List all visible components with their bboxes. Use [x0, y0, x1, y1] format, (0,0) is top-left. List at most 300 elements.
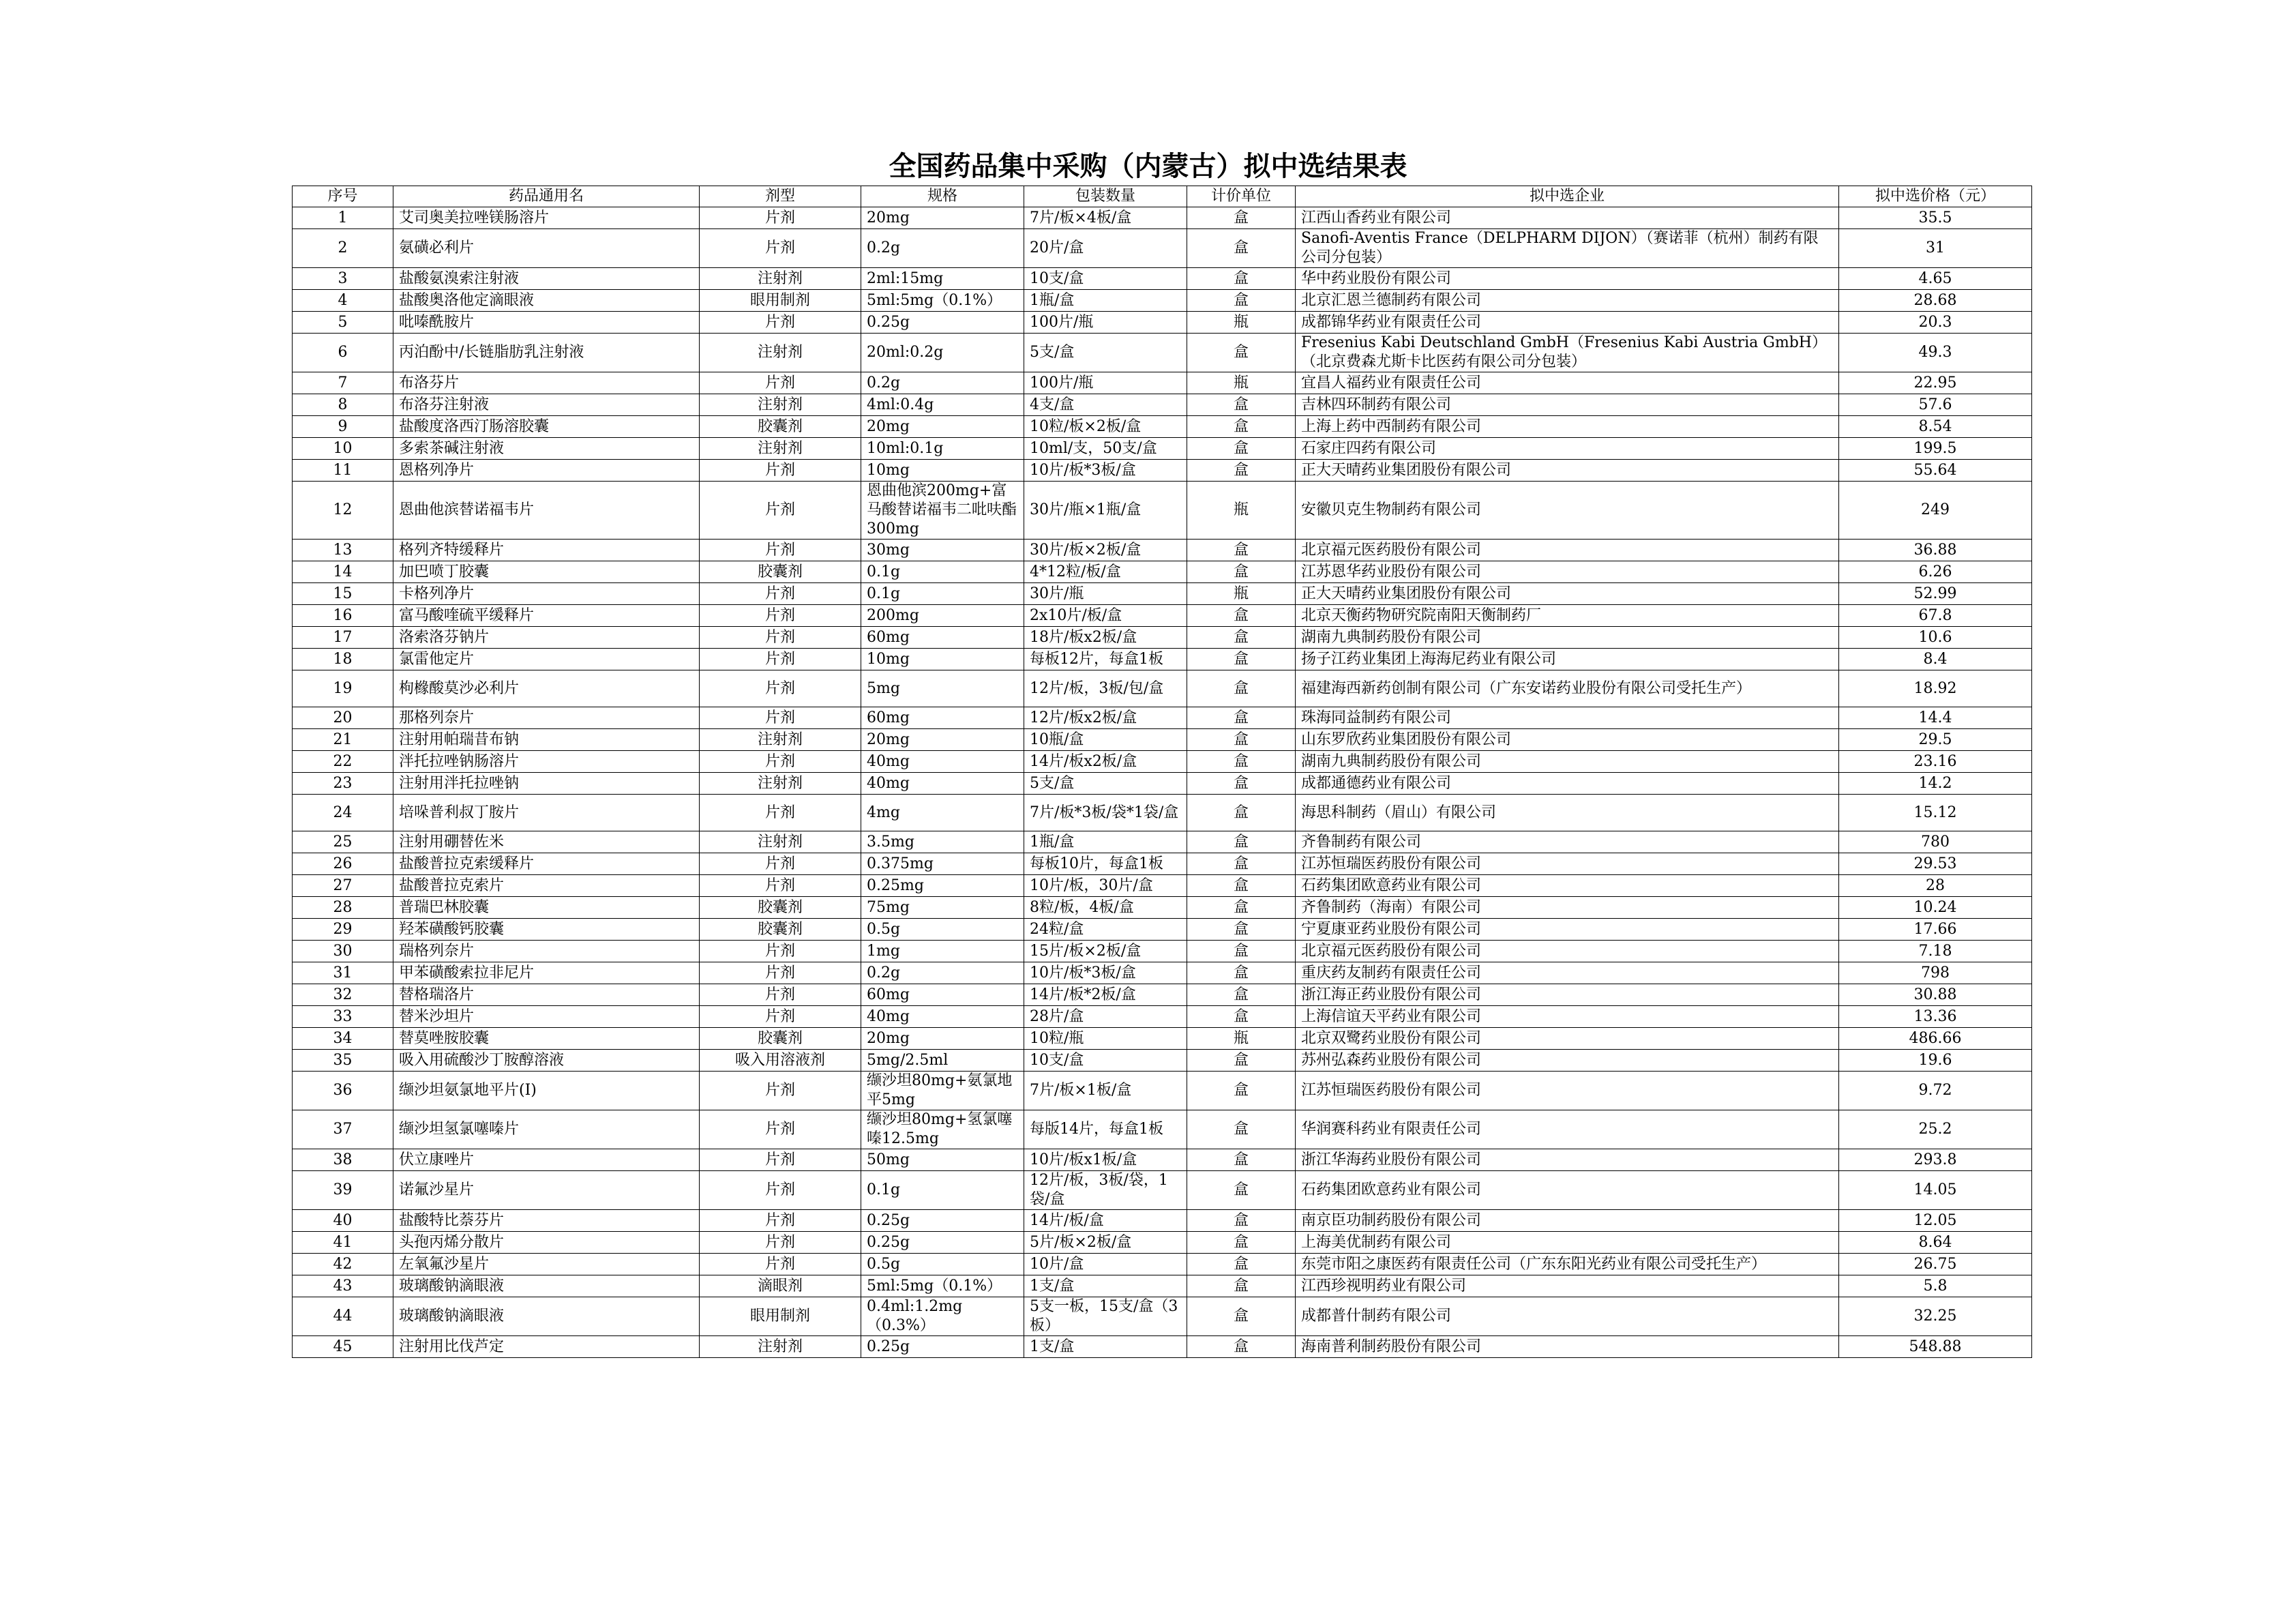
- company-cell: 重庆药友制药有限责任公司: [1296, 962, 1839, 984]
- dosage-form-cell: 片剂: [700, 460, 861, 482]
- table-row: [293, 334, 2032, 372]
- price-cell: 29.53: [1839, 853, 2032, 875]
- row-index: 33: [293, 1006, 393, 1028]
- company-cell: 齐鲁制药有限公司: [1296, 831, 1839, 853]
- table-row: [293, 649, 2032, 670]
- unit-cell: 盒: [1187, 1232, 1296, 1254]
- table-row: [293, 1149, 2032, 1171]
- unit-cell: 盒: [1187, 1110, 1296, 1149]
- company-cell: 江西珍视明药业有限公司: [1296, 1275, 1839, 1297]
- dosage-form-cell: 片剂: [700, 540, 861, 561]
- company-cell: 南京臣功制药股份有限公司: [1296, 1210, 1839, 1232]
- company-cell: 成都锦华药业有限责任公司: [1296, 312, 1839, 334]
- price-cell: 55.64: [1839, 460, 2032, 482]
- table-row: [293, 1110, 2032, 1149]
- price-cell: 12.05: [1839, 1210, 2032, 1232]
- spec-cell: 10ml:0.1g: [861, 438, 1024, 460]
- pack-cell: 5支/盒: [1024, 773, 1187, 795]
- table-row: [293, 795, 2032, 831]
- header-dosage-form: 剂型: [700, 186, 861, 207]
- drug-name-cell: 盐酸特比萘芬片: [393, 1210, 700, 1232]
- spec-cell: 3.5mg: [861, 831, 1024, 853]
- unit-cell: 盒: [1187, 795, 1296, 831]
- row-index: 41: [293, 1232, 393, 1254]
- pack-cell: 7片/板*3板/袋*1袋/盒: [1024, 795, 1187, 831]
- table-row: [293, 1072, 2032, 1110]
- drug-name-cell: 泮托拉唑钠肠溶片: [393, 751, 700, 773]
- unit-cell: 盒: [1187, 707, 1296, 729]
- row-index: 12: [293, 482, 393, 540]
- drug-name-cell: 盐酸普拉克索缓释片: [393, 853, 700, 875]
- table-row: [293, 1050, 2032, 1072]
- table-row: [293, 627, 2032, 649]
- dosage-form-cell: 片剂: [700, 1232, 861, 1254]
- company-cell: 苏州弘森药业股份有限公司: [1296, 1050, 1839, 1072]
- table-row: [293, 853, 2032, 875]
- drug-name-cell: 布洛芬注射液: [393, 394, 700, 416]
- company-cell: 山东罗欣药业集团股份有限公司: [1296, 729, 1839, 751]
- table-row: [293, 670, 2032, 707]
- spec-cell: 4mg: [861, 795, 1024, 831]
- header-price: 拟中选价格（元）: [1839, 186, 2032, 207]
- drug-name-cell: 玻璃酸钠滴眼液: [393, 1275, 700, 1297]
- row-index: 9: [293, 416, 393, 438]
- spec-cell: 5ml:5mg（0.1%）: [861, 1275, 1024, 1297]
- drug-name-cell: 注射用比伐芦定: [393, 1336, 700, 1358]
- row-index: 16: [293, 605, 393, 627]
- price-cell: 28.68: [1839, 290, 2032, 312]
- company-cell: 湖南九典制药股份有限公司: [1296, 751, 1839, 773]
- table-row: [293, 941, 2032, 962]
- row-index: 35: [293, 1050, 393, 1072]
- header-row: [293, 186, 2032, 207]
- drug-name-cell: 布洛芬片: [393, 372, 700, 394]
- unit-cell: 盒: [1187, 1275, 1296, 1297]
- table-row: [293, 729, 2032, 751]
- table-row: [293, 561, 2032, 583]
- dosage-form-cell: 片剂: [700, 707, 861, 729]
- unit-cell: 盒: [1187, 1254, 1296, 1275]
- price-cell: 199.5: [1839, 438, 2032, 460]
- row-index: 25: [293, 831, 393, 853]
- pack-cell: 7片/板×1板/盒: [1024, 1072, 1187, 1110]
- dosage-form-cell: 注射剂: [700, 773, 861, 795]
- drug-name-cell: 培哚普利叔丁胺片: [393, 795, 700, 831]
- price-cell: 14.2: [1839, 773, 2032, 795]
- company-cell: 宜昌人福药业有限责任公司: [1296, 372, 1839, 394]
- company-cell: 北京汇恩兰德制药有限公司: [1296, 290, 1839, 312]
- row-index: 5: [293, 312, 393, 334]
- unit-cell: 盒: [1187, 1072, 1296, 1110]
- company-cell: 江苏恒瑞医药股份有限公司: [1296, 1072, 1839, 1110]
- company-cell: 成都通德药业有限公司: [1296, 773, 1839, 795]
- drug-name-cell: 普瑞巴林胶囊: [393, 897, 700, 919]
- spec-cell: 60mg: [861, 627, 1024, 649]
- row-index: 34: [293, 1028, 393, 1050]
- company-cell: 上海上药中西制药有限公司: [1296, 416, 1839, 438]
- pack-cell: 1瓶/盒: [1024, 831, 1187, 853]
- company-cell: 正大天晴药业集团股份有限公司: [1296, 583, 1839, 605]
- spec-cell: 30mg: [861, 540, 1024, 561]
- dosage-form-cell: 片剂: [700, 853, 861, 875]
- unit-cell: 盒: [1187, 627, 1296, 649]
- unit-cell: 盒: [1187, 290, 1296, 312]
- company-cell: 珠海同益制药有限公司: [1296, 707, 1839, 729]
- unit-cell: 瓶: [1187, 583, 1296, 605]
- spec-cell: 0.2g: [861, 962, 1024, 984]
- pack-cell: 4支/盒: [1024, 394, 1187, 416]
- dosage-form-cell: 片剂: [700, 1149, 861, 1171]
- dosage-form-cell: 片剂: [700, 962, 861, 984]
- pack-cell: 10ml/支，50支/盒: [1024, 438, 1187, 460]
- dosage-form-cell: 片剂: [700, 1072, 861, 1110]
- dosage-form-cell: 注射剂: [700, 394, 861, 416]
- unit-cell: 盒: [1187, 729, 1296, 751]
- row-index: 1: [293, 207, 393, 229]
- unit-cell: 盒: [1187, 416, 1296, 438]
- pack-cell: 10支/盒: [1024, 1050, 1187, 1072]
- drug-name-cell: 诺氟沙星片: [393, 1171, 700, 1210]
- price-cell: 9.72: [1839, 1072, 2032, 1110]
- dosage-form-cell: 胶囊剂: [700, 561, 861, 583]
- price-cell: 57.6: [1839, 394, 2032, 416]
- spec-cell: 60mg: [861, 984, 1024, 1006]
- unit-cell: 盒: [1187, 670, 1296, 707]
- row-index: 17: [293, 627, 393, 649]
- price-cell: 35.5: [1839, 207, 2032, 229]
- table-row: [293, 372, 2032, 394]
- dosage-form-cell: 滴眼剂: [700, 1275, 861, 1297]
- price-cell: 15.12: [1839, 795, 2032, 831]
- unit-cell: 盒: [1187, 853, 1296, 875]
- company-cell: 上海美优制药有限公司: [1296, 1232, 1839, 1254]
- dosage-form-cell: 片剂: [700, 1171, 861, 1210]
- row-index: 8: [293, 394, 393, 416]
- spec-cell: 0.4ml:1.2mg（0.3%）: [861, 1297, 1024, 1336]
- spec-cell: 10mg: [861, 460, 1024, 482]
- company-cell: 宁夏康亚药业股份有限公司: [1296, 919, 1839, 941]
- dosage-form-cell: 注射剂: [700, 729, 861, 751]
- spec-cell: 0.5g: [861, 1254, 1024, 1275]
- row-index: 39: [293, 1171, 393, 1210]
- drug-name-cell: 丙泊酚中/长链脂肪乳注射液: [393, 334, 700, 372]
- spec-cell: 0.25g: [861, 1336, 1024, 1358]
- pack-cell: 2x10片/板/盒: [1024, 605, 1187, 627]
- price-cell: 486.66: [1839, 1028, 2032, 1050]
- dosage-form-cell: 片剂: [700, 627, 861, 649]
- drug-name-cell: 吡嗪酰胺片: [393, 312, 700, 334]
- drug-name-cell: 吸入用硫酸沙丁胺醇溶液: [393, 1050, 700, 1072]
- spec-cell: 2ml:15mg: [861, 268, 1024, 290]
- drug-name-cell: 羟苯磺酸钙胶囊: [393, 919, 700, 941]
- drug-name-cell: 艾司奥美拉唑镁肠溶片: [393, 207, 700, 229]
- pack-cell: 5片/板×2板/盒: [1024, 1232, 1187, 1254]
- table-row: [293, 583, 2032, 605]
- spec-cell: 60mg: [861, 707, 1024, 729]
- spec-cell: 0.25g: [861, 1210, 1024, 1232]
- table-row: [293, 229, 2032, 268]
- table-row: [293, 897, 2032, 919]
- company-cell: 华中药业股份有限公司: [1296, 268, 1839, 290]
- pack-cell: 10支/盒: [1024, 268, 1187, 290]
- drug-name-cell: 盐酸普拉克索片: [393, 875, 700, 897]
- price-cell: 8.54: [1839, 416, 2032, 438]
- drug-name-cell: 多索茶碱注射液: [393, 438, 700, 460]
- pack-cell: 1支/盒: [1024, 1336, 1187, 1358]
- header-spec: 规格: [861, 186, 1024, 207]
- row-index: 21: [293, 729, 393, 751]
- pack-cell: 5支一板，15支/盒（3板）: [1024, 1297, 1187, 1336]
- drug-name-cell: 缬沙坦氢氯噻嗪片: [393, 1110, 700, 1149]
- row-index: 44: [293, 1297, 393, 1336]
- spec-cell: 50mg: [861, 1149, 1024, 1171]
- pack-cell: 30片/瓶×1瓶/盒: [1024, 482, 1187, 540]
- row-index: 18: [293, 649, 393, 670]
- dosage-form-cell: 注射剂: [700, 1336, 861, 1358]
- price-cell: 17.66: [1839, 919, 2032, 941]
- unit-cell: 瓶: [1187, 312, 1296, 334]
- table-row: [293, 1336, 2032, 1358]
- dosage-form-cell: 片剂: [700, 583, 861, 605]
- table-row: [293, 605, 2032, 627]
- unit-cell: 盒: [1187, 1050, 1296, 1072]
- row-index: 38: [293, 1149, 393, 1171]
- drug-name-cell: 头孢丙烯分散片: [393, 1232, 700, 1254]
- company-cell: 石药集团欧意药业有限公司: [1296, 1171, 1839, 1210]
- unit-cell: 盒: [1187, 875, 1296, 897]
- spec-cell: 20mg: [861, 416, 1024, 438]
- unit-cell: 盒: [1187, 605, 1296, 627]
- company-cell: 北京福元医药股份有限公司: [1296, 540, 1839, 561]
- spec-cell: 40mg: [861, 1006, 1024, 1028]
- company-cell: 浙江海正药业股份有限公司: [1296, 984, 1839, 1006]
- price-cell: 36.88: [1839, 540, 2032, 561]
- unit-cell: 盒: [1187, 540, 1296, 561]
- dosage-form-cell: 片剂: [700, 312, 861, 334]
- row-index: 14: [293, 561, 393, 583]
- spec-cell: 缬沙坦80mg+氨氯地平5mg: [861, 1072, 1024, 1110]
- spec-cell: 40mg: [861, 773, 1024, 795]
- price-cell: 26.75: [1839, 1254, 2032, 1275]
- price-cell: 13.36: [1839, 1006, 2032, 1028]
- unit-cell: 盒: [1187, 1336, 1296, 1358]
- company-cell: 北京天衡药物研究院南阳天衡制药厂: [1296, 605, 1839, 627]
- dosage-form-cell: 片剂: [700, 1006, 861, 1028]
- company-cell: 石家庄四药有限公司: [1296, 438, 1839, 460]
- spec-cell: 0.25g: [861, 1232, 1024, 1254]
- dosage-form-cell: 片剂: [700, 649, 861, 670]
- table-row: [293, 831, 2032, 853]
- unit-cell: 盒: [1187, 1210, 1296, 1232]
- drug-name-cell: 注射用帕瑞昔布钠: [393, 729, 700, 751]
- unit-cell: 瓶: [1187, 482, 1296, 540]
- page-title: 全国药品集中采购（内蒙古）拟中选结果表: [889, 151, 1407, 182]
- company-cell: 成都普什制药有限公司: [1296, 1297, 1839, 1336]
- price-cell: 548.88: [1839, 1336, 2032, 1358]
- dosage-form-cell: 片剂: [700, 875, 861, 897]
- price-cell: 28: [1839, 875, 2032, 897]
- unit-cell: 盒: [1187, 831, 1296, 853]
- drug-name-cell: 瑞格列奈片: [393, 941, 700, 962]
- dosage-form-cell: 眼用制剂: [700, 1297, 861, 1336]
- pack-cell: 100片/瓶: [1024, 312, 1187, 334]
- table-row: [293, 875, 2032, 897]
- drug-name-cell: 氯雷他定片: [393, 649, 700, 670]
- row-index: 11: [293, 460, 393, 482]
- spec-cell: 0.1g: [861, 583, 1024, 605]
- drug-name-cell: 玻璃酸钠滴眼液: [393, 1297, 700, 1336]
- dosage-form-cell: 片剂: [700, 941, 861, 962]
- table-row: [293, 268, 2032, 290]
- unit-cell: 盒: [1187, 751, 1296, 773]
- header-unit: 计价单位: [1187, 186, 1296, 207]
- pack-cell: 1支/盒: [1024, 1275, 1187, 1297]
- pack-cell: 10粒/板×2板/盒: [1024, 416, 1187, 438]
- pack-cell: 12片/板，3板/包/盒: [1024, 670, 1187, 707]
- dosage-form-cell: 片剂: [700, 751, 861, 773]
- company-cell: 海南普利制药股份有限公司: [1296, 1336, 1839, 1358]
- spec-cell: 20ml:0.2g: [861, 334, 1024, 372]
- price-cell: 31: [1839, 229, 2032, 268]
- drug-name-cell: 枸橼酸莫沙必利片: [393, 670, 700, 707]
- header-drug-name: 药品通用名: [393, 186, 700, 207]
- table-row: [293, 460, 2032, 482]
- price-cell: 30.88: [1839, 984, 2032, 1006]
- drug-name-cell: 那格列奈片: [393, 707, 700, 729]
- company-cell: 华润赛科药业有限责任公司: [1296, 1110, 1839, 1149]
- dosage-form-cell: 片剂: [700, 984, 861, 1006]
- table-row: [293, 751, 2032, 773]
- table-body: [293, 207, 2032, 1358]
- dosage-form-cell: 片剂: [700, 1210, 861, 1232]
- company-cell: 福建海西新药创制有限公司（广东安诺药业股份有限公司受托生产）: [1296, 670, 1839, 707]
- spec-cell: 0.2g: [861, 372, 1024, 394]
- table-row: [293, 1297, 2032, 1336]
- row-index: 3: [293, 268, 393, 290]
- dosage-form-cell: 片剂: [700, 1110, 861, 1149]
- pack-cell: 14片/板*2板/盒: [1024, 984, 1187, 1006]
- spec-cell: 20mg: [861, 729, 1024, 751]
- dosage-form-cell: 胶囊剂: [700, 1028, 861, 1050]
- unit-cell: 盒: [1187, 229, 1296, 268]
- spec-cell: 0.5g: [861, 919, 1024, 941]
- company-cell: 湖南九典制药股份有限公司: [1296, 627, 1839, 649]
- row-index: 22: [293, 751, 393, 773]
- drug-name-cell: 盐酸氨溴索注射液: [393, 268, 700, 290]
- spec-cell: 20mg: [861, 207, 1024, 229]
- unit-cell: 盒: [1187, 919, 1296, 941]
- price-cell: 249: [1839, 482, 2032, 540]
- pack-cell: 20片/盒: [1024, 229, 1187, 268]
- dosage-form-cell: 片剂: [700, 482, 861, 540]
- row-index: 2: [293, 229, 393, 268]
- dosage-form-cell: 吸入用溶液剂: [700, 1050, 861, 1072]
- header-pack: 包装数量: [1024, 186, 1187, 207]
- spec-cell: 0.25mg: [861, 875, 1024, 897]
- pack-cell: 14片/板x2板/盒: [1024, 751, 1187, 773]
- row-index: 4: [293, 290, 393, 312]
- spec-cell: 40mg: [861, 751, 1024, 773]
- row-index: 40: [293, 1210, 393, 1232]
- pack-cell: 12片/板，3板/袋，1袋/盒: [1024, 1171, 1187, 1210]
- unit-cell: 盒: [1187, 561, 1296, 583]
- row-index: 27: [293, 875, 393, 897]
- pack-cell: 10片/盒: [1024, 1254, 1187, 1275]
- price-cell: 8.4: [1839, 649, 2032, 670]
- row-index: 36: [293, 1072, 393, 1110]
- pack-cell: 10瓶/盒: [1024, 729, 1187, 751]
- table-row: [293, 312, 2032, 334]
- drug-name-cell: 甲苯磺酸索拉非尼片: [393, 962, 700, 984]
- company-cell: 北京双鹭药业股份有限公司: [1296, 1028, 1839, 1050]
- unit-cell: 盒: [1187, 1297, 1296, 1336]
- dosage-form-cell: 胶囊剂: [700, 416, 861, 438]
- row-index: 30: [293, 941, 393, 962]
- dosage-form-cell: 片剂: [700, 207, 861, 229]
- pack-cell: 8粒/板，4板/盒: [1024, 897, 1187, 919]
- price-cell: 5.8: [1839, 1275, 2032, 1297]
- company-cell: 江苏恩华药业股份有限公司: [1296, 561, 1839, 583]
- price-cell: 20.3: [1839, 312, 2032, 334]
- unit-cell: 盒: [1187, 649, 1296, 670]
- pack-cell: 每板12片，每盒1板: [1024, 649, 1187, 670]
- row-index: 31: [293, 962, 393, 984]
- drug-name-cell: 加巴喷丁胶囊: [393, 561, 700, 583]
- dosage-form-cell: 片剂: [700, 372, 861, 394]
- pack-cell: 18片/板x2板/盒: [1024, 627, 1187, 649]
- pack-cell: 10片/板，30片/盒: [1024, 875, 1187, 897]
- dosage-form-cell: 片剂: [700, 1254, 861, 1275]
- drug-name-cell: 洛索洛芬钠片: [393, 627, 700, 649]
- pack-cell: 100片/瓶: [1024, 372, 1187, 394]
- spec-cell: 0.1g: [861, 561, 1024, 583]
- pack-cell: 30片/瓶: [1024, 583, 1187, 605]
- price-cell: 18.92: [1839, 670, 2032, 707]
- spec-cell: 缬沙坦80mg+氢氯噻嗪12.5mg: [861, 1110, 1024, 1149]
- dosage-form-cell: 注射剂: [700, 334, 861, 372]
- table-row: [293, 962, 2032, 984]
- pack-cell: 10片/板*3板/盒: [1024, 460, 1187, 482]
- dosage-form-cell: 注射剂: [700, 438, 861, 460]
- pack-cell: 14片/板/盒: [1024, 1210, 1187, 1232]
- unit-cell: 盒: [1187, 1149, 1296, 1171]
- price-cell: 7.18: [1839, 941, 2032, 962]
- table-row: [293, 482, 2032, 540]
- row-index: 45: [293, 1336, 393, 1358]
- row-index: 26: [293, 853, 393, 875]
- dosage-form-cell: 注射剂: [700, 268, 861, 290]
- pack-cell: 每板10片，每盒1板: [1024, 853, 1187, 875]
- header-index: 序号: [293, 186, 393, 207]
- row-index: 13: [293, 540, 393, 561]
- pack-cell: 24粒/盒: [1024, 919, 1187, 941]
- price-cell: 4.65: [1839, 268, 2032, 290]
- company-cell: 吉林四环制药有限公司: [1296, 394, 1839, 416]
- table-row: [293, 773, 2032, 795]
- table-row: [293, 984, 2032, 1006]
- drug-name-cell: 伏立康唑片: [393, 1149, 700, 1171]
- drug-name-cell: 富马酸喹硫平缓释片: [393, 605, 700, 627]
- dosage-form-cell: 胶囊剂: [700, 919, 861, 941]
- pack-cell: 10片/板x1板/盒: [1024, 1149, 1187, 1171]
- unit-cell: 盒: [1187, 268, 1296, 290]
- table-row: [293, 1275, 2032, 1297]
- price-cell: 32.25: [1839, 1297, 2032, 1336]
- drug-name-cell: 替莫唑胺胶囊: [393, 1028, 700, 1050]
- pack-cell: 12片/板x2板/盒: [1024, 707, 1187, 729]
- price-cell: 67.8: [1839, 605, 2032, 627]
- price-cell: 293.8: [1839, 1149, 2032, 1171]
